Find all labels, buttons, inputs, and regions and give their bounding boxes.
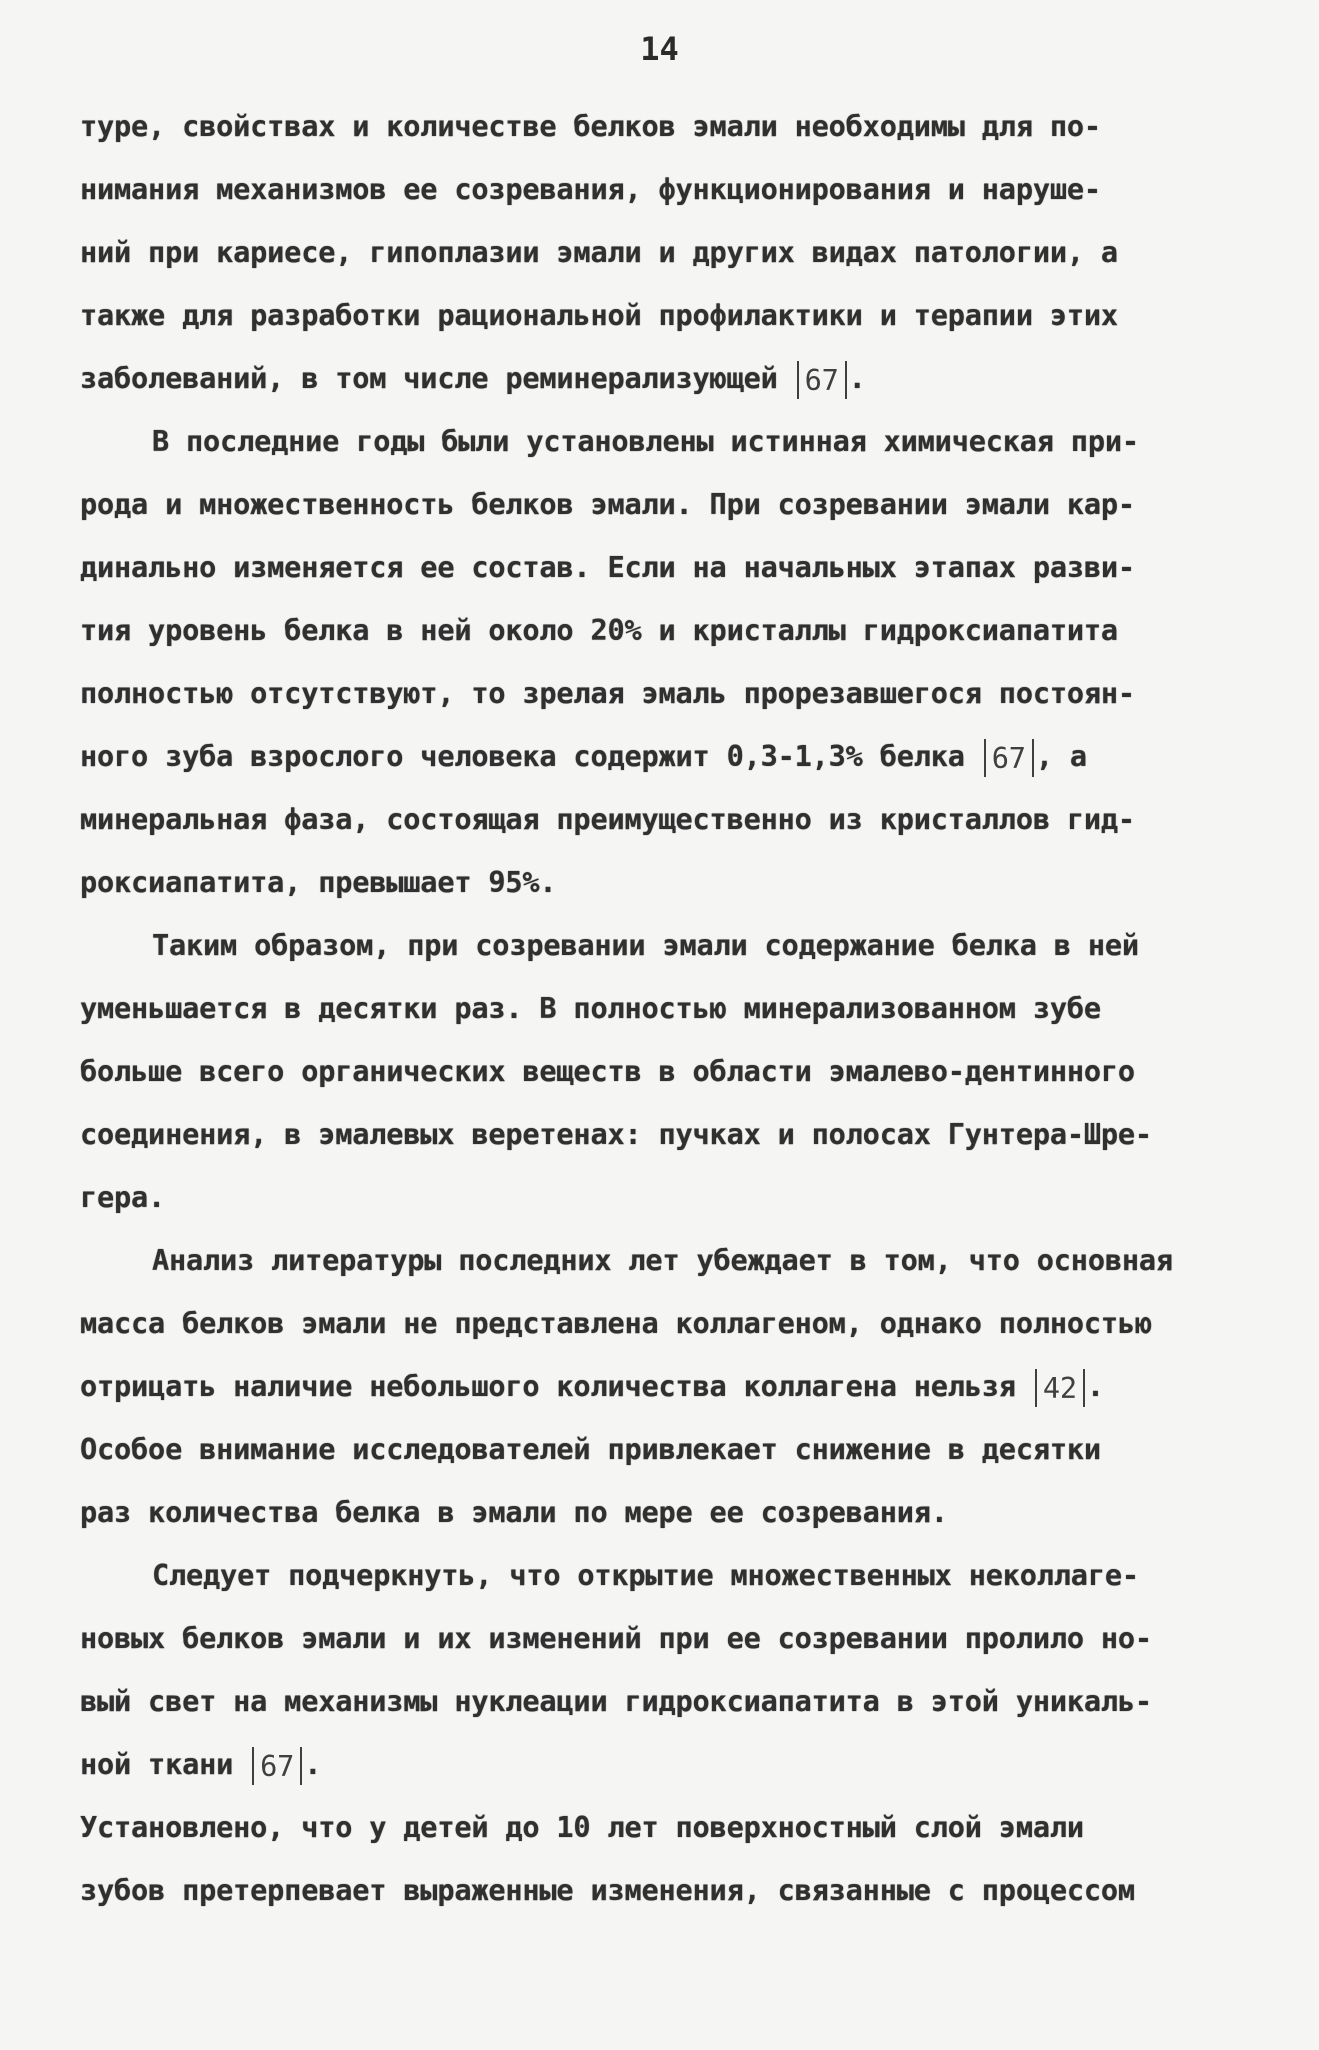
line-text: масса белков эмали не представлена коллагеном, однако полностью: [80, 1306, 1152, 1340]
line-text: Анализ литературы последних лет убеждает в том, что основная: [152, 1243, 1173, 1277]
line-text: туре, свойствах и количестве белков эмали необходимы для по-: [80, 109, 1101, 143]
line-text: ного зуба взрослого человека содержит 0,3-1,3% белка: [80, 739, 982, 773]
line-text: Следует подчеркнуть, что открытие множественных неколлаге-: [152, 1558, 1139, 1592]
text-line: [80, 1607, 1245, 1670]
text-line: [80, 1166, 1245, 1229]
text-line: [80, 1418, 1245, 1481]
paragraph: [80, 1544, 1245, 1796]
text-line: [80, 1355, 1245, 1418]
line-text: Установлено, что у детей до 10 лет поверхностный слой эмали: [80, 1810, 1084, 1844]
line-text: В последние годы были установлены истинная химическая при-: [152, 424, 1139, 458]
paragraph: [80, 1796, 1245, 1922]
citation-reference: 67: [252, 1747, 302, 1785]
line-text: тия уровень белка в ней около 20% и кристаллы гидроксиапатита: [80, 613, 1118, 647]
text-line: [80, 95, 1245, 158]
text-line: [80, 1733, 1245, 1796]
text-line: [80, 1796, 1245, 1859]
text-line: [80, 788, 1245, 851]
line-text: гера.: [80, 1180, 166, 1214]
text-line: [80, 347, 1245, 410]
line-text: больше всего органических веществ в области эмалево-дентинного: [80, 1054, 1135, 1088]
text-line: [80, 662, 1245, 725]
line-text: раз количества белка в эмали по мере ее созревания.: [80, 1495, 948, 1529]
line-text: минеральная фаза, состоящая преимущественно из кристаллов гид-: [80, 802, 1135, 836]
text-line: [80, 725, 1245, 788]
text-line: [80, 851, 1245, 914]
citation-reference: 67: [984, 739, 1034, 777]
text-line: [80, 410, 1245, 473]
citation-reference: 42: [1035, 1369, 1085, 1407]
line-text: также для разработки рациональной профилактики и терапии этих: [80, 298, 1118, 332]
page-number: 14: [640, 30, 679, 68]
text-line: [80, 1859, 1245, 1922]
line-text: вый свет на механизмы нуклеации гидроксиапатита в этой уникаль-: [80, 1684, 1152, 1718]
line-trailing-text: .: [848, 361, 866, 395]
text-line: [80, 1670, 1245, 1733]
text-line: [80, 977, 1245, 1040]
line-text: нимания механизмов ее созревания, функционирования и наруше-: [80, 172, 1101, 206]
text-line: [80, 1544, 1245, 1607]
text-line: [80, 1103, 1245, 1166]
text-line: [80, 1229, 1245, 1292]
line-text: Таким образом, при созревании эмали содержание белка в ней: [152, 928, 1139, 962]
paragraph: [80, 95, 1245, 410]
line-text: зубов претерпевает выраженные изменения, связанные с процессом: [80, 1873, 1135, 1907]
paragraph: [80, 914, 1245, 1229]
line-text: ной ткани: [80, 1747, 251, 1781]
body-text: [80, 95, 1245, 1922]
text-line: [80, 1292, 1245, 1355]
text-line: [80, 158, 1245, 221]
text-line: [80, 473, 1245, 536]
line-text: соединения, в эмалевых веретенах: пучках и полосах Гунтера-Шре-: [80, 1117, 1152, 1151]
citation-reference: 67: [797, 361, 847, 399]
line-text: полностью отсутствуют, то зрелая эмаль прорезавшегося постоян-: [80, 676, 1135, 710]
line-trailing-text: , а: [1035, 739, 1087, 773]
line-trailing-text: .: [304, 1747, 322, 1781]
line-trailing-text: .: [1086, 1369, 1104, 1403]
line-text: Особое внимание исследователей привлекает снижение в десятки: [80, 1432, 1101, 1466]
line-text: новых белков эмали и их изменений при ее созревании пролило но-: [80, 1621, 1152, 1655]
text-line: [80, 599, 1245, 662]
line-text: уменьшается в десятки раз. В полностью минерализованном зубе: [80, 991, 1101, 1025]
text-line: [80, 536, 1245, 599]
line-text: динально изменяется ее состав. Если на начальных этапах разви-: [80, 550, 1135, 584]
text-line: [80, 1040, 1245, 1103]
line-text: роксиапатита, превышает 95%.: [80, 865, 557, 899]
line-text: ний при кариесе, гипоплазии эмали и других видах патологии, а: [80, 235, 1118, 269]
line-text: отрицать наличие небольшого количества коллагена нельзя: [80, 1369, 1033, 1403]
text-line: [80, 221, 1245, 284]
text-line: [80, 284, 1245, 347]
paragraph: [80, 1229, 1245, 1544]
paragraph: [80, 410, 1245, 914]
line-text: заболеваний, в том числе реминерализующей: [80, 361, 795, 395]
line-text: рода и множественность белков эмали. При созревании эмали кар-: [80, 487, 1135, 521]
text-line: [80, 914, 1245, 977]
text-line: [80, 1481, 1245, 1544]
